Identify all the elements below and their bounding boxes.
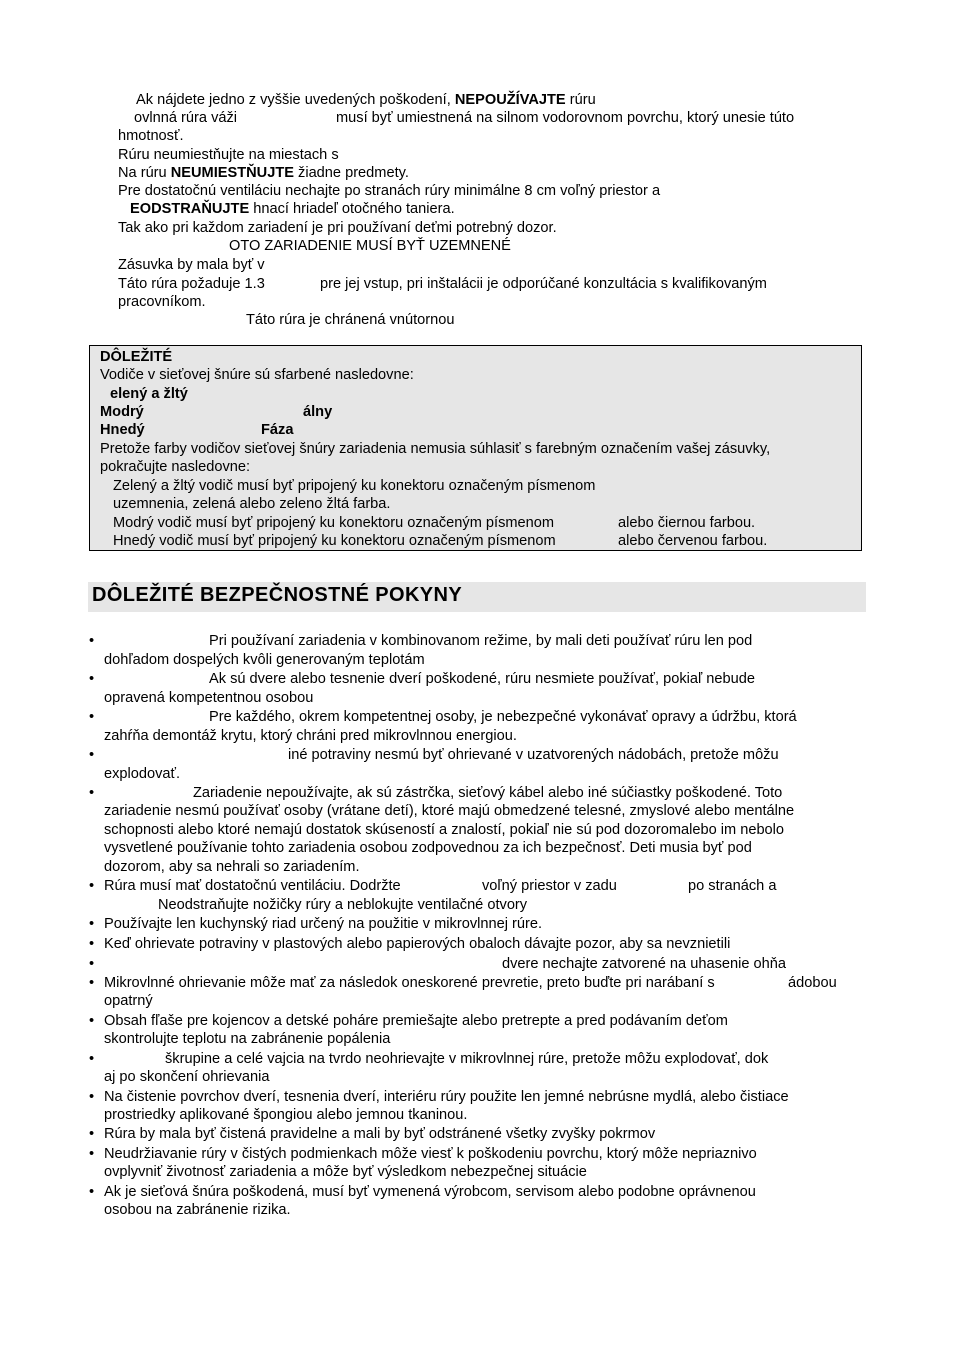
bullet-2-line-2: opravená kompetentnou osobou: [104, 690, 314, 706]
bullet-12-line-1: škrupine a celé vajcia na tvrdo neohrievajte v mikrovlnnej rúre, pretože môžu explodovať, dok: [165, 1051, 769, 1067]
bullet-12-marker: •: [89, 1051, 95, 1067]
box-line-3a: Modrý: [100, 404, 144, 420]
bullet-6-line-1a: Rúra musí mať dostatočnú ventiláciu. Dodržte: [104, 878, 401, 894]
bullet-5-line-2: zariadenie nesmú používať osoby (vrátane detí), ktoré majú obmedzené telesné, zmyslové alebo mentálne: [104, 803, 795, 819]
section-heading: DÔLEŽITÉ BEZPEČNOSTNÉ POKYNY: [88, 582, 866, 612]
bullet-5-line-1: Zariadenie nepoužívajte, ak sú zástrčka, sieťový kábel alebo iné súčiastky poškodené. Toto: [193, 785, 783, 801]
box-line-10a: Hnedý vodič musí byť pripojený ku konektoru označeným písmenom: [113, 533, 556, 549]
box-line-10b: alebo červenou farbou.: [618, 533, 768, 549]
intro-emphasis: EODSTRAŇUJTE: [130, 201, 250, 217]
bullet-13-marker: •: [89, 1089, 95, 1105]
intro-line-3: hmotnosť.: [118, 128, 184, 144]
intro-line-1: [136, 91, 596, 109]
bullet-5-line-3: schopnosti alebo ktoré nemajú dostatok skúseností a znalostí, pokiaľ nie sú pod dozoromalebo im nebolo: [104, 822, 785, 838]
bullet-15-line-1: Neudržiavanie rúry v čistých podmienkach môže viesť k poškodeniu povrchu, ktorý môže nepriaznivo: [104, 1146, 757, 1162]
bullet-6-marker: •: [89, 878, 95, 894]
intro-line-11b: pre jej vstup, pri inštalácii je odporúčané konzultácia s kvalifikovaným: [320, 276, 767, 292]
bullet-15-line-2: ovplyvniť životnosť zariadenia a môže byť výsledkom nebezpečnej situácie: [104, 1164, 587, 1180]
bullet-10-line-2: opatrný: [104, 993, 153, 1009]
bullet-4-line-2: explodovať.: [104, 766, 181, 782]
intro-line-7: [130, 200, 455, 218]
intro-emphasis: NEUMIESTŇUJTE: [170, 165, 294, 181]
box-line-9a: Modrý vodič musí byť pripojený ku konektoru označeným písmenom: [113, 515, 555, 531]
bullet-16-line-2: osobou na zabránenie rizika.: [104, 1202, 291, 1218]
bullet-14-line-1: Rúra by mala byť čistená pravidelne a mali by byť odstránené všetky zvyšky pokrmov: [104, 1126, 656, 1142]
bullet-10-marker: •: [89, 975, 95, 991]
bullet-7-marker: •: [89, 916, 95, 932]
bullet-11-line-1: Obsah fľaše pre kojencov a detské poháre premiešajte alebo pretrepte a pred podávaním deťom: [104, 1013, 728, 1029]
bullet-5-line-4: vysvetlené používanie tohto zariadenia osobou zodpovednou za ich bezpečnosť. Deti musia byť pod: [104, 840, 752, 856]
bullet-14-marker: •: [89, 1126, 95, 1142]
box-line-5: Pretože farby vodičov sieťovej šnúry zariadenia nemusia súhlasiť s farebným označením vašej zásuvky,: [100, 441, 771, 457]
bullet-12-line-2: aj po skončení ohrievania: [104, 1069, 270, 1085]
bullet-15-marker: •: [89, 1146, 95, 1162]
bullet-6-line-2: Neodstraňujte nožičky rúry a neblokujte ventilačné otvory: [158, 897, 528, 913]
intro-line-11a: Táto rúra požaduje 1.3: [118, 276, 265, 292]
bullet-11-marker: •: [89, 1013, 95, 1029]
box-line-8: uzemnenia, zelená alebo zeleno žltá farba.: [113, 496, 391, 512]
bullet-9-marker: •: [89, 956, 95, 972]
bullet-2-marker: •: [89, 671, 95, 687]
intro-line-4: Rúru neumiestňujte na miestach s: [118, 147, 339, 163]
bullet-1-line-2: dohľadom dospelých kvôli generovaným teplotám: [104, 652, 425, 668]
intro-line-9: OTO ZARIADENIE MUSÍ BYŤ UZEMNENÉ: [229, 238, 511, 254]
bullet-13-line-2: prostriedky aplikované špongiou alebo jemnou tkaninou.: [104, 1107, 468, 1123]
bullet-3-line-1: Pre každého, okrem kompetentnej osoby, je nebezpečné vykonávať opravy a údržbu, ktorá: [209, 709, 797, 725]
box-line-1: Vodiče v sieťovej šnúre sú sfarbené nasledovne:: [100, 367, 414, 383]
intro-line-2a: ovlnná rúra váži: [134, 110, 238, 126]
box-line-7: Zelený a žltý vodič musí byť pripojený ku konektoru označeným písmenom: [113, 478, 596, 494]
bullet-7-line-1: Používajte len kuchynský riad určený na použitie v mikrovlnnej rúre.: [104, 916, 543, 932]
bullet-5-line-5: dozorom, aby sa nehrali so zariadením.: [104, 859, 360, 875]
bullet-9-line-1: dvere nechajte zatvorené na uhasenie ohňa: [502, 956, 786, 972]
bullet-2-line-1: Ak sú dvere alebo tesnenie dverí poškodené, rúru nesmiete používať, pokiaľ nebude: [209, 671, 755, 687]
intro-text: Ak nájdete jedno z vyššie uvedených poškodení,: [136, 92, 455, 108]
bullet-4-marker: •: [89, 747, 95, 763]
intro-line-5: [118, 164, 409, 182]
box-line-2: elený a žltý: [110, 386, 188, 402]
intro-line-6: Pre dostatočnú ventiláciu nechajte po stranách rúry minimálne 8 cm voľný priestor a: [118, 183, 661, 199]
bullet-16-line-1: Ak je sieťová šnúra poškodená, musí byť vymenená výrobcom, servisom alebo podobne oprávnenou: [104, 1184, 756, 1200]
bullet-11-line-2: skontrolujte teplotu na zabránenie popálenia: [104, 1031, 391, 1047]
intro-text: žiadne predmety.: [293, 165, 409, 181]
bullet-13-line-1: Na čistenie povrchov dverí, tesnenia dverí, interiéru rúry použite len jemné nebrúsne mydlá, alebo čistiace: [104, 1089, 789, 1105]
bullet-16-marker: •: [89, 1184, 95, 1200]
bullet-6-line-1b: voľný priestor v zadu: [482, 878, 617, 894]
important-box: [89, 345, 862, 551]
intro-line-10: Zásuvka by mala byť v: [118, 257, 265, 273]
box-line-4a: Hnedý: [100, 422, 145, 438]
important-box-title: DÔLEŽITÉ: [100, 349, 173, 365]
intro-text: hnací hriadeľ otočného taniera.: [249, 201, 455, 217]
intro-text: rúru: [565, 92, 596, 108]
bullet-8-line-1: Keď ohrievate potraviny v plastových alebo papierových obaloch dávajte pozor, aby sa nevznietili: [104, 936, 731, 952]
intro-line-8: Tak ako pri každom zariadení je pri používaní deťmi potrebný dozor.: [118, 220, 557, 236]
intro-emphasis: NEPOUŽÍVAJTE: [454, 92, 566, 108]
bullet-8-marker: •: [89, 936, 95, 952]
bullet-10-line-1b: ádobou: [788, 975, 837, 991]
box-line-3b: álny: [303, 404, 333, 420]
bullet-4-line-1: iné potraviny nesmú byť ohrievané v uzatvorených nádobách, pretože môžu: [288, 747, 779, 763]
bullet-6-line-1c: po stranách a: [688, 878, 777, 894]
box-line-6: pokračujte nasledovne:: [100, 459, 251, 475]
intro-line-2b: musí byť umiestnená na silnom vodorovnom povrchu, ktorý unesie túto: [336, 110, 795, 126]
box-line-9b: alebo čiernou farbou.: [618, 515, 756, 531]
bullet-5-marker: •: [89, 785, 95, 801]
intro-line-13: Táto rúra je chránená vnútornou: [246, 312, 455, 328]
bullet-3-line-2: zahŕňa demontáž krytu, ktorý chráni pred mikrovlnnou energiou.: [104, 728, 517, 744]
bullet-10-line-1a: Mikrovlnné ohrievanie môže mať za následok oneskorené prevretie, preto buďte pri narábaní s: [104, 975, 715, 991]
intro-line-12: pracovníkom.: [118, 294, 206, 310]
bullet-1-marker: •: [89, 633, 95, 649]
intro-text: Na rúru: [118, 165, 171, 181]
box-line-4b: Fáza: [261, 422, 294, 438]
bullet-3-marker: •: [89, 709, 95, 725]
bullet-1-line-1: Pri používaní zariadenia v kombinovanom režime, by mali deti používať rúru len pod: [209, 633, 753, 649]
